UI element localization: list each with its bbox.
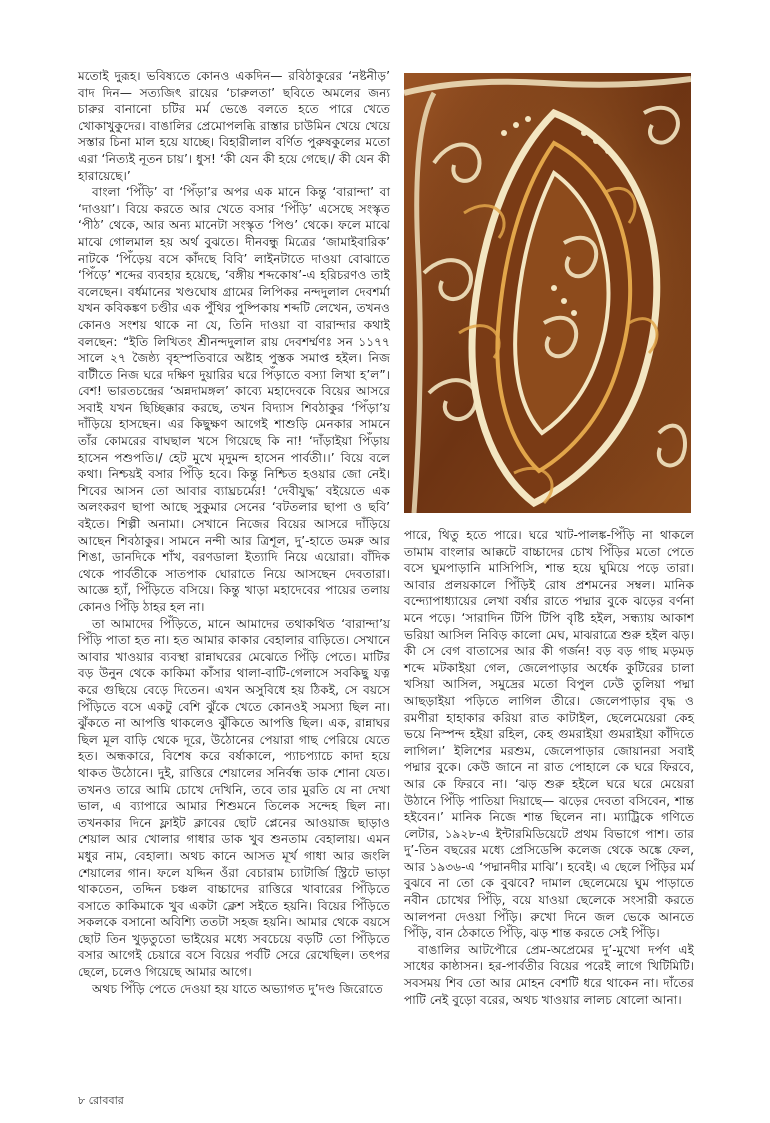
magazine-name: রোববার <box>88 1094 124 1107</box>
paragraph: বাংলা ‘পিঁড়ি’ বা ‘পিঁড়া’র অপর এক মানে কিন্তু ‘বারান্দা’ বা ‘দাওয়া’। বিয়ে করতে আর খেতে বসার ‘পিঁড়ি’ এসেছে সংস্কৃত ‘পীঠ’ থেকে, আর অন্য মানেটা সংস্কৃত ‘পিণ্ড’ থেকে। ফলে মাঝে মাঝে গোলমাল হয় অর্থ বুঝতে। দীনবন্ধু মিত্রের ‘জামাইবারিক’ নাটকে ‘পিঁড়েয় বসে কাঁদছে বিবি’ লাইনটাতে দাওয়া বোঝাতে ‘পিঁড়ে’ শব্দের ব্যবহার হয়েছে, ‘বঙ্গীয় শব্দকোষ’-এ হরিচরণও তাই বলেছেন। বর্ধমানের খণ্ডঘোষ গ্রামের লিপিকর নন্দদুলাল দেবশর্মা যখন কবিকঙ্কণ চণ্ডীর এক পুঁথির পুষ্পিকায় শব্দটি লেখেন, তখনও কোনও সংশয় থাকে না যে, তিনি দাওয়া বা বারান্দার কথাই বলছেন: “ইতি লিখিতং শ্রীনন্দদুলাল রায় দেবশর্ম্মণঃ সন ১১৭৭ সালে ২৭ জৈষ্ঠ্য বৃহস্পতিবারে অষ্টাহ পুস্তক সমাপ্ত হইল। নিজ বাটীতে নিজ ঘরে দক্ষিণ দুয়ারির ঘরে পিঁড়াতে বস্যা লিখা হ’ল”। বেশ! ভারতচন্দ্রের ‘অন্নদামঙ্গল’ কাব্যে মহাদেবকে বিয়ের আসরে সবাই যখন ছিচ্ছিক্কার করছে, তখন বিদ্যাস শিবঠাকুর ‘পিঁড়া’য় দাঁড়িয়ে হাসছেন। এর কিছুক্ষণ আগেই শাশুড়ি মেনকার সামনে তাঁর কোমরের বাঘছাল খসে গিয়েছে কি না! ‘দাঁড়াইয়া পিঁড়ায় হাসেন পশুপতি।/ হেট মুখে মৃদুমন্দ হাসেন পার্বতী।।’ বিয়ে বলে কথা। নিশ্চয়ই বসার পিঁড়ি হবে। কিন্তু নিশ্চিত হওয়ার জো নেই। শিবের আসন তো আবার ব্যাঘ্রচর্মের! ‘দেবীযুদ্ধ’ বইয়েতে এক অলংকরণ ছাপা আছে সুকুমার সেনের ‘বটতলার ছাপা ও ছবি’ বইতে। শিল্পী অনামা। সেখানে নিজের বিয়ের আসরে দাঁড়িয়ে আছেন শিবঠাকুর। সামনে নন্দী আর ত্রিশূল, দু’-হাতে ডমরু আর শিঙা, ডানদিকে শাঁখ, বরণডালা ইত্যাদি নিয়ে এয়োরা। বাঁদিক থেকে পার্বতীকে সাতপাক ঘোরাতে নিয়ে আসছেন দেবতারা। আজ্ঞে হ্যাঁ, পিঁড়িতে বসিয়ে। কিন্তু খাড়া মহাদেবের পায়ের তলায় কোনও পিঁড়ি ঠাহর হল না। <box>78 185 390 614</box>
right-text-column <box>404 527 694 1008</box>
paragraph: অথচ পিঁড়ি পেতে দেওয়া হয় যাতে অভ্যাগত দু’দণ্ড জিরোতে <box>92 981 383 996</box>
page-number: ৮ <box>78 1094 86 1107</box>
paragraph: মতোই দুরূহ। ভবিষ্যতে কোনও একদিন— রবিঠাকুরের ‘নষ্টনীড়’ বাদ দিন— সত্যজিৎ রায়ের ‘চারুলতা’ ছবিতে অমলের জন্য চারুর বানানো চটির মর্ম ভেঙে বলতে হতে পারে খেতে খোকাখুকুদের। বাঙালির প্রেমোপলব্ধি রাস্তার চাউমিন খেয়ে খেয়ে সস্তার চিনা মাল হয়ে যাচ্ছে। বিহারীলাল বর্ণিত পুরুষকুলের মতো এরা ‘নিত্যই নূতন চায়’। ধুস! ‘কী যেন কী হয়ে গেছে।/ কী যেন কী হারায়েছে।’ <box>78 69 390 183</box>
left-text-column <box>78 68 390 997</box>
pidi-ornament-illustration <box>404 73 691 513</box>
paragraph: পারে, থিতু হতে পারে। ঘরে খাট-পালঙ্ক-পিঁড়ি না থাকলে তামাম বাংলার আক্কটে বাচ্চাদের চোখ পিঁড়ির মতো পেতে বসে ঘুমপাড়ানি মাসিপিসি, শান্ত হয়ে ঘুমিয়ে পড়ে তারা। আবার প্রলয়কালে পিঁড়িই রোষ প্রশমনের সম্বল। মানিক বন্দ্যোপাধ্যায়ের লেখা বর্ষার রাতে পদ্মার বুকে ঝড়ের বর্ণনা মনে পড়ে। ‘সারাদিন টিপি টিপি বৃষ্টি হইল, সন্ধ্যায় আকাশ ভরিয়া আসিল নিবিড় কালো মেঘ, মাঝরাত্রে শুরু হইল ঝড়। কী সে বেগ বাতাসের আর কী গর্জন! বড় বড় গাছ মড়মড় শব্দে মটকাইয়া গেল, জেলেপাড়ার অর্ধেক কুটিরের চালা খসিয়া আসিল, সমুদ্রের মতো বিপুল ঢেউ তুলিয়া পদ্মা আছড়াইয়া পড়িতে লাগিল তীরে। জেলেপাড়ার বৃদ্ধ ও রমণীরা হাহাকার করিয়া রাত কাটাইল, ছেলেমেয়েরা কেহ ভয়ে নিস্পন্দ হইয়া রহিল, কেহ গুমরাইয়া গুমরাইয়া কাঁদিতে লাগিল।’ ইলিশের মরশুম, জেলেপাড়ার জোয়ানরা সবাই পদ্মার বুকে। কেউ জানে না রাত পোহালে কে ঘরে ফিরবে, আর কে ফিরবে না। ‘ঝড় শুরু হইলে ঘরে ঘরে মেয়েরা উঠানে পিঁড়ি পাতিয়া দিয়াছে— ঝড়ের দেবতা বসিবেন, শান্ত হইবেন।’ মানিক নিজে শান্ত ছিলেন না। ম্যাট্রিকে গণিতে লেটার, ১৯২৮-এ ইন্টারমিডিয়েটে প্রথম বিভাগে পাশ। তার দু’-তিন বছরের মধ্যে প্রেসিডেন্সি কলেজ থেকে অঙ্কে ফেল, আর ১৯৩৬-এ ‘পদ্মানদীর মাঝি’। হবেই। এ ছেলে পিঁড়ির মর্ম বুঝবে না তো কে বুঝবে? দামাল ছেলেমেয়ে ঘুম পাড়াতে নবীন চোখের পিঁড়ি, বয়ে যাওয়া ছেলেকে সংসারী করতে আলপনা দেওয়া পিঁড়ি। রুখো দিনে জল ভেকে আনতে পিঁড়ি, বান ঠেকাতে পিঁড়ি, ঝড় শান্ত করতে সেই পিঁড়ি। <box>404 528 694 941</box>
carved-pidi-photo <box>404 73 691 513</box>
page-footer <box>78 1092 124 1111</box>
paragraph: তা আমাদের পিঁড়িতে, মানে আমাদের তথাকথিত ‘বারান্দা’য় পিঁড়ি পাতা হত না। হত আমার কাকার বেহালার বাড়িতে। সেখানে আবার খাওয়ার ব্যবস্থা রান্নাঘরের মেঝেতে পিঁড়ি পেতে। মাটির বড় উনুন থেকে কাকিমা কাঁসার থালা-বাটি-গেলাসে সবকিছু যত্ন করে গুছিয়ে বেড়ে দিতেন। এখন অসুবিধে হয় ঠিকই, সে বয়সে পিঁড়িতে বসে একটু বেশি ঝুঁকে খেতে কোনওই সমস্যা ছিল না। ঝুঁকতে না আপত্তি থাকলেও ঝুঁকিতে আপত্তি ছিল। এক, রান্নাঘর ছিল মূল বাড়ি থেকে দূরে, উঠোনের পেয়ারা গাছ পেরিয়ে যেতে হত। অন্ধকারে, বিশেষ করে বর্ষাকালে, প্যাচপ্যাচে কাদা হয়ে থাকত উঠোনে। দুই, রাত্তিরে শেয়ালের সনির্বন্ধ ডাক শোনা যেত। তখনও তারে আমি চোখে দেখিনি, তবে তার মুরতি যে না দেখা ভাল, এ ব্যাপারে আমার শিশুমনে তিলেক সন্দেহ ছিল না। তখনকার দিনে ফ্লাইট ক্লাবের ছোট প্লেনের আওয়াজ ছাড়াও শেয়াল আর খোলার গাধার ডাক খুব শুনতাম বেহালায়। এমন মধুর নাম, বেহালা। অথচ কানে আসত মূর্খ গাধা আর জংলি শেয়ালের গান। ফলে যদ্দিন ওঁরা বেচারাম চ্যাটার্জি স্ট্রিটে ভাড়া থাকতেন, তদ্দিন চঞ্চল বাচ্চাদের রাত্তিরে খাবারের পিঁড়িতে বসাতে কাকিমাকে খুব একটা ক্লেশ সইতে হয়নি। বিয়ের পিঁড়িতে সকলকে বসানো অবিশ্যি ততটা সহজ হয়নি। আমার থেকে বয়সে ছোট তিন খুড়তুতো ভাইয়ের মধ্যে সবচেয়ে বড়টি তো পিঁড়িতে বসার আগেই চেয়ারে বসে বিয়ের পর্বটি সেরে রেখেছিল। তৎপর ছেলে, চলেও গিয়েছে আমার আগে। <box>78 616 390 980</box>
paragraph: বাঙালির আটপৌরে প্রেম-অপ্রেমের দু’-মুখো দর্পণ এই সাধের কাষ্ঠাসন। হর-পার্বতীর বিয়ের পরেই লাগে খিটিমিটি। সবসময় শিব তো আর মোহন বেশটি ধরে থাকেন না। দাঁতের পাটি নেই বুড়ো বরের, অথচ খাওয়ার লালচ ষোলো আনা। <box>404 942 694 1007</box>
